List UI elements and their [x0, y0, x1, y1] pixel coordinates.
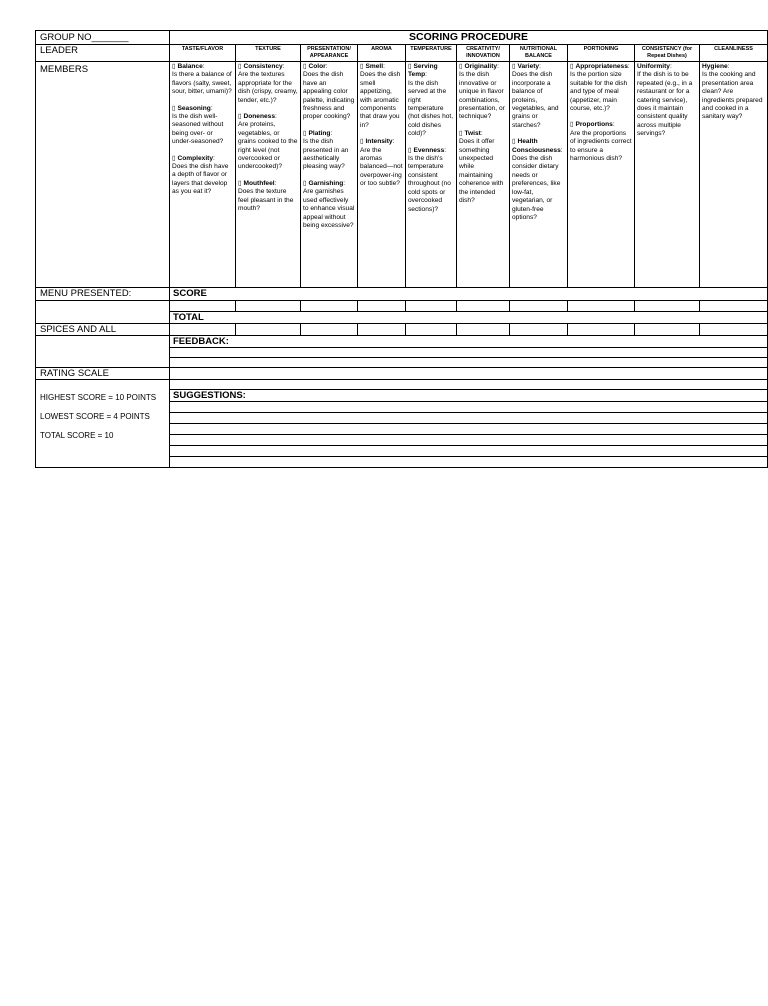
- suggestion-line[interactable]: [170, 457, 768, 468]
- criterion-item: [303, 130, 355, 172]
- checkbox-icon: ▯: [172, 104, 178, 112]
- criterion-item-sep: :: [274, 179, 277, 187]
- checkbox-icon: ▯: [238, 63, 244, 70]
- suggestions-label: SUGGESTIONS:: [170, 390, 768, 402]
- criterion-item-title: Appropriateness: [575, 63, 628, 70]
- criterion-header: CONSISTENCY (for Repeat Dishes): [635, 45, 700, 62]
- checkbox-icon: ▯: [238, 113, 244, 121]
- criterion-item-title: Intensity: [365, 138, 393, 146]
- criterion-item-sep: :: [282, 63, 285, 70]
- criterion-description: [568, 62, 635, 288]
- criterion-item-text: Is the dish presented in an aesthetically pleasing way?: [303, 138, 349, 171]
- checkbox-icon: ▯: [360, 138, 366, 146]
- criterion-item-text: Are the proportions of ingredients correct to ensure a harmonious dish?: [570, 129, 632, 163]
- score-cell[interactable]: [236, 301, 301, 312]
- criterion-item-sep: :: [497, 63, 499, 70]
- score-cell[interactable]: [510, 301, 568, 312]
- rating-scale-details: [36, 380, 170, 468]
- criterion-item-text: Are the textures appropriate for the dish (crispy, creamy, tender, etc.)?: [238, 71, 298, 104]
- criterion-item: [512, 138, 565, 222]
- spices-label: SPICES AND ALL: [36, 324, 170, 336]
- criterion-item: [360, 63, 403, 130]
- criterion-item-text: Does the texture feel pleasant in the mouth?: [238, 188, 294, 213]
- checkbox-icon: ▯: [408, 63, 414, 70]
- criterion-item-title: Twist: [464, 129, 481, 137]
- checkbox-icon: ▯: [459, 129, 465, 137]
- criterion-item-title: Serving Temp: [408, 63, 438, 79]
- checkbox-icon: ▯: [303, 129, 309, 137]
- criterion-description: [301, 62, 358, 288]
- criterion-description: [457, 62, 510, 288]
- criterion-item-sep: :: [727, 63, 730, 70]
- menu-presented-label: MENU PRESENTED:: [36, 288, 170, 301]
- criterion-item-sep: :: [444, 146, 447, 154]
- criterion-item-title: Originality: [464, 63, 498, 70]
- criterion-item-sep: :: [392, 138, 395, 146]
- criterion-item-title: Smell: [365, 63, 384, 70]
- feedback-line[interactable]: [170, 358, 768, 368]
- criterion-item-sep: :: [425, 71, 427, 79]
- total-cell[interactable]: [406, 324, 457, 336]
- score-label: SCORE: [170, 288, 768, 301]
- suggestion-line[interactable]: [170, 446, 768, 457]
- criterion-item-sep: :: [560, 146, 563, 154]
- checkbox-icon: ▯: [238, 179, 244, 187]
- criterion-item: [570, 63, 632, 113]
- criterion-item-sep: :: [202, 63, 205, 70]
- total-cell[interactable]: [170, 324, 236, 336]
- criterion-item-sep: :: [627, 63, 630, 70]
- suggestion-line[interactable]: [170, 435, 768, 446]
- checkbox-icon: ▯: [172, 154, 178, 162]
- leader-label: LEADER: [36, 45, 170, 62]
- criterion-header: PORTIONING: [568, 45, 635, 62]
- criterion-header: CLEANLINESS: [700, 45, 768, 62]
- criterion-item-title: Complexity: [177, 154, 214, 162]
- criterion-description: [236, 62, 301, 288]
- criterion-item: [459, 130, 507, 206]
- score-cell[interactable]: [457, 301, 510, 312]
- criterion-item-sep: :: [210, 104, 213, 112]
- criterion-header: PRESENTATION/ APPEARANCE: [301, 45, 358, 62]
- criterion-header: NUTRITIONAL BALANCE: [510, 45, 568, 62]
- criterion-item-title: Variety: [517, 63, 540, 70]
- checkbox-icon: ▯: [172, 63, 178, 70]
- criterion-item: [408, 147, 454, 214]
- total-score-text: TOTAL SCORE = 10: [40, 431, 114, 440]
- criterion-item-title: Health Consciousness: [512, 138, 561, 154]
- criterion-item: [570, 121, 632, 163]
- lowest-score-text: LOWEST SCORE = 4 POINTS: [40, 412, 150, 421]
- criterion-item-sep: :: [612, 121, 615, 129]
- total-label: TOTAL: [170, 312, 768, 324]
- criterion-item: [702, 63, 765, 122]
- criterion-item-title: Plating: [308, 129, 331, 137]
- criterion-item-title: Evenness: [413, 146, 445, 154]
- criterion-description: [358, 62, 406, 288]
- total-cell[interactable]: [510, 324, 568, 336]
- criterion-item-text: Does the dish have a depth of flavor or layers that develop as you eat it?: [172, 163, 229, 196]
- criterion-item-text: Does the dish incorporate a balance of proteins, vegetables, and grains or starches?: [512, 71, 559, 129]
- checkbox-icon: ▯: [303, 179, 309, 187]
- criterion-item: [172, 155, 233, 197]
- feedback-line[interactable]: [170, 380, 768, 390]
- criterion-item-text: Are proteins, vegetables, or grains cooked to the right level (not overcooked or undercooked)?: [238, 121, 298, 171]
- criterion-item-text: Are the aromas balanced—not overpower-ing or too subtle?: [360, 146, 403, 188]
- feedback-label: FEEDBACK:: [170, 336, 768, 348]
- criterion-item-text: Are garnishes used effectively to enhance visual appeal without being excessive?: [303, 188, 355, 229]
- criterion-item: [637, 63, 697, 139]
- criterion-item-text: If the dish is to be repeated (e.g., in a restaurant or for a catering service), does it maintain consistent quality across multiple servings?: [637, 71, 693, 138]
- criterion-item-text: Is the dish innovative or unique in flavor combinations, presentation, or technique?: [459, 71, 505, 121]
- criterion-header: TASTE/FLAVOR: [170, 45, 236, 62]
- criterion-item-sep: :: [330, 129, 333, 137]
- criterion-item-sep: :: [343, 179, 346, 187]
- score-cell[interactable]: [568, 301, 635, 312]
- criterion-item: [238, 180, 298, 214]
- criterion-item-text: Is there a balance of flavors (salty, sweet, sour, bitter, umami)?: [172, 71, 232, 96]
- feedback-line[interactable]: [170, 368, 768, 380]
- total-cell[interactable]: [457, 324, 510, 336]
- criterion-item-title: Mouthfeel: [243, 179, 275, 187]
- criterion-item-text: Is the cooking and presentation area clean? Are ingredients prepared and cooked in a sanitary way?: [702, 71, 763, 121]
- group-no-label: GROUP NO_______: [36, 31, 170, 45]
- criterion-item-text: Does it offer something unexpected while maintaining coherence with the intended dish?: [459, 138, 504, 205]
- criterion-item-text: Is the dish well-seasoned without being over- or under-seasoned?: [172, 113, 224, 146]
- checkbox-icon: ▯: [570, 63, 576, 70]
- criterion-item-title: Doneness: [243, 113, 275, 121]
- feedback-line[interactable]: [170, 348, 768, 358]
- criterion-item-text: Is the dish's temperature consistent throughout (no cold spots or overcooked sections)?: [408, 155, 451, 213]
- criterion-item-title: Seasoning: [177, 104, 211, 112]
- scoring-table: [35, 30, 768, 468]
- members-label: MEMBERS: [36, 62, 170, 288]
- criterion-item: [512, 63, 565, 130]
- criterion-description: [700, 62, 768, 288]
- score-cell[interactable]: [170, 301, 236, 312]
- menu-presented-field[interactable]: [36, 301, 170, 324]
- criterion-item-title: Hygiene: [702, 63, 728, 70]
- criterion-item-text: Does the dish smell appetizing, with aromatic components that draw you in?: [360, 71, 401, 129]
- criterion-description: [635, 62, 700, 288]
- criterion-item-sep: :: [539, 63, 541, 70]
- score-cell[interactable]: [406, 301, 457, 312]
- checkbox-icon: ▯: [512, 138, 518, 146]
- score-cell[interactable]: [358, 301, 406, 312]
- criterion-item: [459, 63, 507, 122]
- checkbox-icon: ▯: [408, 146, 414, 154]
- criterion-item-text: Does the dish have an appealing color palette, indicating freshness and proper cooking?: [303, 71, 355, 121]
- criterion-item: [303, 63, 355, 122]
- rating-scale-label: RATING SCALE: [36, 368, 170, 380]
- criterion-description: [510, 62, 568, 288]
- criterion-header: CREATIVITY/ INNOVATION: [457, 45, 510, 62]
- criterion-item-title: Garnishing: [308, 179, 344, 187]
- checkbox-icon: ▯: [459, 63, 465, 70]
- criterion-item-title: Uniformity: [637, 63, 670, 70]
- criterion-item-sep: :: [325, 63, 328, 70]
- criterion-header: TEMPERATURE: [406, 45, 457, 62]
- criterion-description: [406, 62, 457, 288]
- criterion-item-text: Is the portion size suitable for the dish and type of meal (appetizer, main course, etc.)?: [570, 71, 628, 113]
- checkbox-icon: ▯: [512, 63, 518, 70]
- total-cell[interactable]: [301, 324, 358, 336]
- checkbox-icon: ▯: [360, 63, 366, 70]
- score-cell[interactable]: [700, 301, 768, 312]
- criterion-item-title: Color: [308, 63, 326, 70]
- scoring-sheet: [35, 30, 767, 468]
- suggestion-line[interactable]: [170, 413, 768, 424]
- spices-field[interactable]: [36, 336, 170, 368]
- criterion-item-text: Does the dish consider dietary needs or preferences, like low-fat, vegetarian, or gluten-free options?: [512, 155, 561, 221]
- criterion-description: [170, 62, 236, 288]
- criterion-item-title: Balance: [177, 63, 203, 70]
- criterion-item: [172, 105, 233, 147]
- criterion-item: [238, 63, 298, 105]
- highest-score-text: HIGHEST SCORE = 10 POINTS: [40, 393, 157, 402]
- criterion-item-sep: :: [383, 63, 385, 70]
- total-cell[interactable]: [236, 324, 301, 336]
- criterion-item-sep: :: [480, 129, 483, 137]
- total-cell[interactable]: [568, 324, 635, 336]
- total-cell[interactable]: [700, 324, 768, 336]
- criterion-item-title: Proportions: [575, 121, 613, 129]
- criterion-header: AROMA: [358, 45, 406, 62]
- criterion-item: [408, 63, 454, 139]
- scoring-title: SCORING PROCEDURE: [170, 31, 768, 45]
- total-cell[interactable]: [635, 324, 700, 336]
- total-cell[interactable]: [358, 324, 406, 336]
- criterion-item-sep: :: [213, 154, 215, 162]
- criterion-item-title: Consistency: [243, 63, 283, 70]
- criterion-item: [303, 180, 355, 230]
- criterion-item: [172, 63, 233, 97]
- suggestion-line[interactable]: [170, 402, 768, 413]
- checkbox-icon: ▯: [570, 121, 576, 129]
- checkbox-icon: ▯: [303, 63, 309, 70]
- criterion-item-sep: :: [274, 113, 277, 121]
- criterion-header: TEXTURE: [236, 45, 301, 62]
- criterion-item: [360, 138, 403, 188]
- score-cell[interactable]: [301, 301, 358, 312]
- score-cell[interactable]: [635, 301, 700, 312]
- criterion-item-sep: :: [669, 63, 672, 70]
- criterion-item: [238, 113, 298, 172]
- suggestion-line[interactable]: [170, 424, 768, 435]
- criterion-item-text: Is the dish served at the right temperature (hot dishes hot, cold dishes cold)?: [408, 79, 454, 138]
